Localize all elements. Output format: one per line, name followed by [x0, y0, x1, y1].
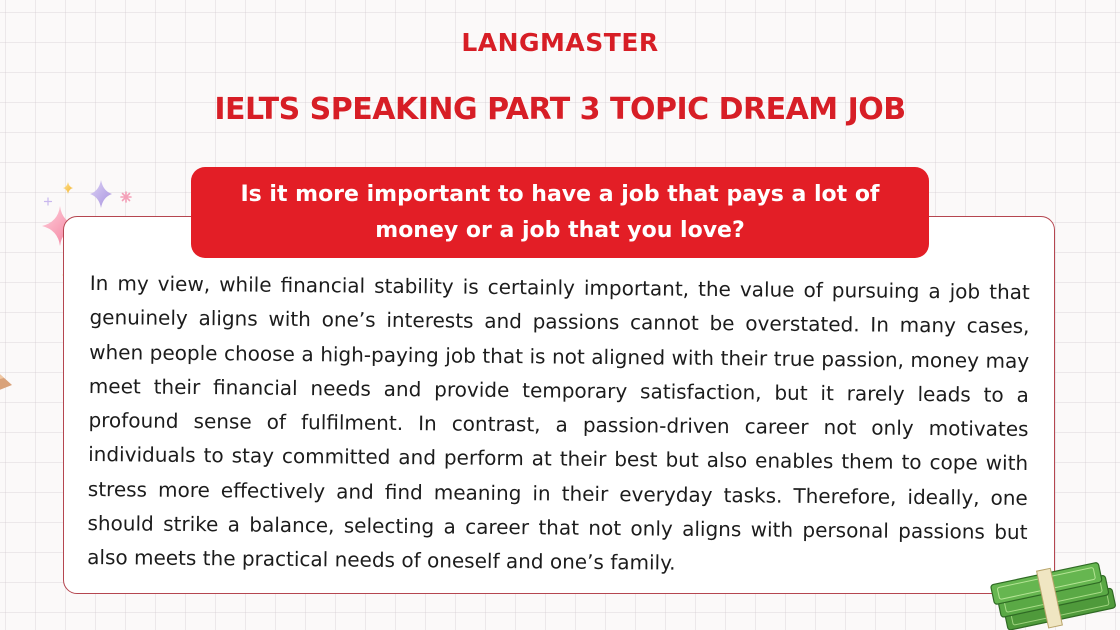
brand-logo: LANGMASTER	[461, 28, 659, 57]
money-stack-icon	[985, 560, 1120, 630]
answer-text: In my view, while financial stability is certainly important, the value of pursuing a job that genuinely aligns with one’s interests and passions cannot be overstated. In many cases, when people choose a high-paying job that is not aligned with their true passion, money may meet their financial needs and provide temporary satisfaction, but it rarely leads to a profound sense of fulfilment. In contrast, a passion-driven career not only motivates individuals to stay committed and perform at their best but also enables them to cope with stress more effectively and find meaning in their everyday tasks. Therefore, ideally, one should strike a balance, selecting a career that not only aligns with personal passions but also meets the practical needs of oneself and one’s family.	[87, 270, 1030, 576]
question-text: Is it more important to have a job that pays a lot of money or a job that you love?	[240, 181, 880, 243]
question-box	[191, 167, 929, 258]
page-title: IELTS SPEAKING PART 3 TOPIC DREAM JOB	[214, 92, 906, 127]
decorative-shape-icon	[0, 367, 14, 393]
